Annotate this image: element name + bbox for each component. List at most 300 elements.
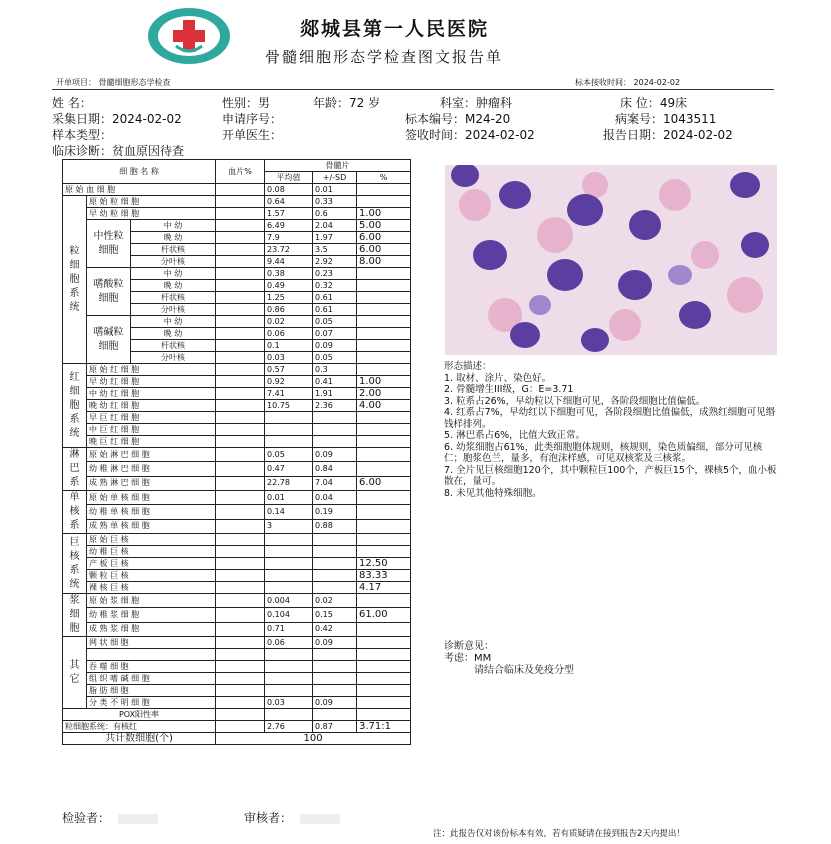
mean-value: 23.72 xyxy=(265,244,313,256)
sd-value: 0.05 xyxy=(313,316,357,328)
mean-value xyxy=(265,436,313,448)
cell-name: 中 幼 xyxy=(131,220,216,232)
cell-name: 原 始 巨 核 xyxy=(87,534,216,546)
table-row xyxy=(63,608,411,622)
mean-value: 7.9 xyxy=(265,232,313,244)
mean-value: 0.71 xyxy=(265,622,313,636)
blood-value xyxy=(216,328,265,340)
table-row xyxy=(63,364,411,376)
sd-value xyxy=(313,673,357,685)
sd-value xyxy=(313,412,357,424)
cell-name: 裸 核 巨 核 xyxy=(87,582,216,594)
morphology-description xyxy=(444,361,779,499)
footer-note: 注：此报告仅对该份标本有效，若有质疑请在接到报告2天内提出！ xyxy=(433,829,685,839)
blood-value xyxy=(216,505,265,519)
cell-name: 晚 幼 xyxy=(131,232,216,244)
sd-value: 0.09 xyxy=(313,448,357,462)
ratio-mean: 2.76 xyxy=(265,721,313,733)
sign-time: 签收时间：2024-02-02 xyxy=(405,128,535,142)
ratio-label: 粒细胞系统：有核红 xyxy=(63,721,216,733)
table-row xyxy=(63,436,411,448)
ratio-sd: 0.87 xyxy=(313,721,357,733)
table-row xyxy=(63,534,411,546)
sd-value xyxy=(313,424,357,436)
sd-value: 0.32 xyxy=(313,280,357,292)
pct-value xyxy=(357,436,411,448)
mean-value xyxy=(265,649,313,661)
total-label: 共计数细胞(个) xyxy=(63,733,216,745)
pct-value: 6.00 xyxy=(357,244,411,256)
pct-value xyxy=(357,637,411,649)
table-row xyxy=(63,519,411,533)
group-monocyte: 单核系 xyxy=(63,491,87,534)
cell-name: 原 始 淋 巴 细 胞 xyxy=(87,448,216,462)
cell-name: 中 幼 xyxy=(131,268,216,280)
pct-value xyxy=(357,519,411,533)
mean-value: 0.47 xyxy=(265,462,313,476)
table-row xyxy=(63,184,411,196)
sd-value: 0.01 xyxy=(313,184,357,196)
mean-value xyxy=(265,570,313,582)
cell-name: 早 巨 红 细 胞 xyxy=(87,412,216,424)
sd-value: 0.23 xyxy=(313,268,357,280)
blood-value xyxy=(216,208,265,220)
blood-value xyxy=(216,400,265,412)
diagnosis-line: 请结合临床及免疫分型 xyxy=(474,665,574,676)
mean-value xyxy=(265,546,313,558)
description-title: 形态描述： xyxy=(444,361,492,372)
mean-value: 1.25 xyxy=(265,292,313,304)
request-number: 申请序号： xyxy=(222,112,283,126)
sd-value xyxy=(313,582,357,594)
sd-value xyxy=(313,661,357,673)
collect-date: 采集日期：2024-02-02 xyxy=(52,112,182,126)
sd-value: 0.07 xyxy=(313,328,357,340)
pct-value xyxy=(357,505,411,519)
pct-value xyxy=(357,292,411,304)
inspector-label: 检验者： xyxy=(62,811,111,825)
pct-value: 4.17 xyxy=(357,582,411,594)
table-row xyxy=(63,685,411,697)
table-row xyxy=(63,376,411,388)
group-basophil: 嗜碱粒细胞 xyxy=(87,316,131,364)
cell-name: 原 始 粒 细 胞 xyxy=(87,196,216,208)
sd-value: 0.19 xyxy=(313,505,357,519)
sd-value: 0.15 xyxy=(313,608,357,622)
cell-name xyxy=(87,649,216,661)
blood-value xyxy=(216,697,265,709)
blood-value xyxy=(216,558,265,570)
sd-value: 2.04 xyxy=(313,220,357,232)
blood-value xyxy=(216,685,265,697)
cell-name: 杆状核 xyxy=(131,292,216,304)
pct-value xyxy=(357,661,411,673)
mean-value: 22.78 xyxy=(265,476,313,490)
header-pct: % xyxy=(357,172,411,184)
table-row xyxy=(63,697,411,709)
blood-value xyxy=(216,304,265,316)
table-row xyxy=(63,558,411,570)
signature-blur xyxy=(300,814,340,824)
sd-value: 0.84 xyxy=(313,462,357,476)
pct-value xyxy=(357,622,411,636)
sd-value: 7.04 xyxy=(313,476,357,490)
sd-value: 0.41 xyxy=(313,376,357,388)
cell-name: 原 始 红 细 胞 xyxy=(87,364,216,376)
sd-value: 2.36 xyxy=(313,400,357,412)
report-date: 报告日期：2024-02-02 xyxy=(603,128,733,142)
blood-value xyxy=(216,220,265,232)
blood-value xyxy=(216,582,265,594)
pct-value: 8.00 xyxy=(357,256,411,268)
mean-value: 0.03 xyxy=(265,697,313,709)
pct-value xyxy=(357,649,411,661)
sd-value: 0.61 xyxy=(313,304,357,316)
pct-value xyxy=(357,491,411,505)
pct-value xyxy=(357,328,411,340)
mean-value: 7.41 xyxy=(265,388,313,400)
pct-value xyxy=(357,546,411,558)
pct-value xyxy=(357,448,411,462)
bone-marrow-table xyxy=(62,159,411,745)
table-row xyxy=(63,546,411,558)
mean-value: 0.64 xyxy=(265,196,313,208)
sd-value xyxy=(313,649,357,661)
table-row xyxy=(63,505,411,519)
mean-value xyxy=(265,558,313,570)
cell-name: 幼 稚 巨 核 xyxy=(87,546,216,558)
blood-value xyxy=(216,622,265,636)
group-erythroid: 红细胞系统 xyxy=(63,364,87,448)
pct-value xyxy=(357,673,411,685)
sd-value: 0.05 xyxy=(313,352,357,364)
cell-name: 晚 幼 xyxy=(131,280,216,292)
table-row xyxy=(63,196,411,208)
sd-value: 1.91 xyxy=(313,388,357,400)
mean-value: 0.104 xyxy=(265,608,313,622)
cell-name: 脂 肪 细 胞 xyxy=(87,685,216,697)
mean-value xyxy=(265,534,313,546)
sd-value: 0.88 xyxy=(313,519,357,533)
blood-value xyxy=(216,448,265,462)
pct-value xyxy=(357,685,411,697)
description-line: 3. 粒系占26%，早幼粒以下细胞可见，各阶段细胞比值偏低。 xyxy=(444,395,706,407)
sd-value xyxy=(313,546,357,558)
pct-value: 1.00 xyxy=(357,208,411,220)
sd-value: 0.3 xyxy=(313,364,357,376)
reviewer-label: 审核者： xyxy=(244,811,293,825)
table-row xyxy=(63,491,411,505)
blood-value xyxy=(216,436,265,448)
table-row xyxy=(63,594,411,608)
pct-value xyxy=(357,424,411,436)
mean-value xyxy=(265,685,313,697)
pct-value xyxy=(357,196,411,208)
inspector xyxy=(62,809,158,826)
total-value: 100 xyxy=(216,733,411,745)
cell-name: 成 熟 单 核 细 胞 xyxy=(87,519,216,533)
cell-name: 杆状核 xyxy=(131,244,216,256)
description-line: 8. 未见其他特殊细胞。 xyxy=(444,487,542,499)
blood-value xyxy=(216,608,265,622)
mean-value xyxy=(265,673,313,685)
blood-value xyxy=(216,412,265,424)
table-row xyxy=(63,582,411,594)
table-row xyxy=(63,649,411,661)
blood-value xyxy=(216,352,265,364)
table-row xyxy=(63,448,411,462)
pct-value xyxy=(357,364,411,376)
mean-value: 1.57 xyxy=(265,208,313,220)
mean-value: 0.49 xyxy=(265,280,313,292)
sd-value: 0.42 xyxy=(313,622,357,636)
pct-value: 12.50 xyxy=(357,558,411,570)
cell-name: 分叶核 xyxy=(131,256,216,268)
sd-value: 2.92 xyxy=(313,256,357,268)
mean-value: 0.02 xyxy=(265,316,313,328)
cell-name: 早 幼 红 细 胞 xyxy=(87,376,216,388)
ratio-pct: 3.71:1 xyxy=(357,721,411,733)
case-number: 病案号：1043511 xyxy=(615,112,717,126)
blood-value xyxy=(216,594,265,608)
sd-value: 0.09 xyxy=(313,340,357,352)
blood-value xyxy=(216,462,265,476)
micrograph-image xyxy=(445,165,777,355)
mean-value: 0.38 xyxy=(265,268,313,280)
diagnosis-line: 考虑：MM xyxy=(444,653,492,664)
pct-value xyxy=(357,340,411,352)
signature-blur xyxy=(118,814,158,824)
report-title: 骨髓细胞形态学检查图文报告单 xyxy=(265,48,504,66)
patient-age: 年龄：72 岁 xyxy=(313,96,381,110)
blood-value xyxy=(216,388,265,400)
sd-value: 0.02 xyxy=(313,594,357,608)
cell-name: 幼 稚 浆 细 胞 xyxy=(87,608,216,622)
hospital-logo xyxy=(146,6,232,66)
diagnosis-section xyxy=(444,641,574,677)
cell-name: 分叶核 xyxy=(131,352,216,364)
header-sd: +/-SD xyxy=(313,172,357,184)
sd-value: 0.61 xyxy=(313,292,357,304)
table-row xyxy=(63,570,411,582)
table-row xyxy=(63,412,411,424)
cell-name: 晚 巨 红 细 胞 xyxy=(87,436,216,448)
mean-value: 0.57 xyxy=(265,364,313,376)
cell-name: 颗 粒 巨 核 xyxy=(87,570,216,582)
blood-value xyxy=(216,184,265,196)
cell-name: 杆状核 xyxy=(131,340,216,352)
blood-value xyxy=(216,232,265,244)
table-row xyxy=(63,476,411,490)
mean-value: 0.14 xyxy=(265,505,313,519)
table-row xyxy=(63,220,411,232)
blood-value xyxy=(216,491,265,505)
pct-value xyxy=(357,697,411,709)
blood-value xyxy=(216,280,265,292)
cell-name: 晚 幼 红 细 胞 xyxy=(87,400,216,412)
pct-value: 61.00 xyxy=(357,608,411,622)
pct-value: 2.00 xyxy=(357,388,411,400)
pct-value xyxy=(357,280,411,292)
table-row xyxy=(63,424,411,436)
patient-name: 姓 名： xyxy=(52,96,92,110)
sample-received-time: 标本接收时间： 2024-02-02 xyxy=(575,78,681,87)
sd-value: 3.5 xyxy=(313,244,357,256)
mean-value xyxy=(265,412,313,424)
mean-value xyxy=(265,424,313,436)
pct-value xyxy=(357,268,411,280)
description-line: 7. 全片见巨核细胞120个，其中颗粒巨100个，产板巨15个，裸核5个，血小板散在，量可。 xyxy=(444,464,777,487)
sd-value: 1.97 xyxy=(313,232,357,244)
blood-value xyxy=(216,364,265,376)
blood-value xyxy=(216,637,265,649)
mean-value: 0.01 xyxy=(265,491,313,505)
pct-value xyxy=(357,594,411,608)
table-row xyxy=(63,268,411,280)
blood-value xyxy=(216,661,265,673)
group-megakaryocyte: 巨核系统 xyxy=(63,534,87,594)
cell-name: 原 始 浆 细 胞 xyxy=(87,594,216,608)
sd-value: 0.09 xyxy=(313,637,357,649)
mean-value: 0.004 xyxy=(265,594,313,608)
sd-value xyxy=(313,436,357,448)
blood-value xyxy=(216,292,265,304)
blood-value xyxy=(216,534,265,546)
blood-value xyxy=(216,268,265,280)
mean-value xyxy=(265,661,313,673)
pct-value: 4.00 xyxy=(357,400,411,412)
pct-value xyxy=(357,184,411,196)
pct-value: 5.00 xyxy=(357,220,411,232)
mean-value: 0.92 xyxy=(265,376,313,388)
cell-name: 中 幼 红 细 胞 xyxy=(87,388,216,400)
hospital-name: 郯城县第一人民医院 xyxy=(300,18,490,40)
group-granulocyte: 粒细胞系统 xyxy=(63,196,87,364)
pox-label: POX阳性率 xyxy=(63,709,216,721)
cell-name: 早 幼 粒 细 胞 xyxy=(87,208,216,220)
blood-value xyxy=(216,340,265,352)
table-row xyxy=(63,637,411,649)
pct-value xyxy=(357,412,411,424)
pct-value xyxy=(357,304,411,316)
blood-value xyxy=(216,316,265,328)
sd-value xyxy=(313,534,357,546)
ordering-doctor: 开单医生： xyxy=(222,128,283,142)
mean-value: 0.05 xyxy=(265,448,313,462)
group-other: 其它 xyxy=(63,637,87,709)
order-project: 开单项目： 骨髓细胞形态学检查 xyxy=(56,78,171,87)
description-line: 6. 幼浆细胞占61%，此类细胞胞体规则，核规则，染色质偏细，部分可见核仁；胞浆色兰，量多，有泡沫样感，可见双核浆及三核浆。 xyxy=(444,441,763,464)
mean-value: 6.49 xyxy=(265,220,313,232)
mean-value: 9.44 xyxy=(265,256,313,268)
pct-value: 83.33 xyxy=(357,570,411,582)
table-row xyxy=(63,622,411,636)
cell-name: 分叶核 xyxy=(131,304,216,316)
sample-type: 样本类型： xyxy=(52,128,113,142)
department: 科室：肿瘤科 xyxy=(440,96,513,110)
blood-value xyxy=(216,244,265,256)
pct-value xyxy=(357,316,411,328)
cell-name: 原 始 血 细 胞 xyxy=(63,184,216,196)
blood-value xyxy=(216,476,265,490)
cell-name: 中 巨 红 细 胞 xyxy=(87,424,216,436)
reviewer xyxy=(244,809,340,826)
bed-number: 床 位：49床 xyxy=(620,96,688,110)
group-neutrophil: 中性粒细胞 xyxy=(87,220,131,268)
header-mean: 平均值 xyxy=(265,172,313,184)
mean-value: 0.03 xyxy=(265,352,313,364)
mean-value: 0.86 xyxy=(265,304,313,316)
sd-value: 0.33 xyxy=(313,196,357,208)
table-row xyxy=(63,388,411,400)
cell-name: 吞 噬 细 胞 xyxy=(87,661,216,673)
cell-name: 幼 稚 单 核 细 胞 xyxy=(87,505,216,519)
group-plasma: 浆细胞 xyxy=(63,594,87,637)
sd-value: 0.04 xyxy=(313,491,357,505)
sd-value xyxy=(313,685,357,697)
pct-value: 6.00 xyxy=(357,232,411,244)
clinical-diagnosis: 临床诊断：贫血原因待查 xyxy=(52,144,185,158)
cell-name: 分 类 不 明 细 胞 xyxy=(87,697,216,709)
specimen-number: 标本编号：M24-20 xyxy=(405,112,511,126)
table-row xyxy=(63,208,411,220)
sd-value xyxy=(313,570,357,582)
pct-value: 6.00 xyxy=(357,476,411,490)
description-line: 2. 骨髓增生III级，G：E=3.71 xyxy=(444,384,574,395)
blood-value xyxy=(216,546,265,558)
mean-value: 3 xyxy=(265,519,313,533)
pct-value xyxy=(357,352,411,364)
pct-value: 1.00 xyxy=(357,376,411,388)
blood-value xyxy=(216,424,265,436)
sd-value xyxy=(313,558,357,570)
sd-value: 0.6 xyxy=(313,208,357,220)
description-line: 1. 取材、涂片、染色好。 xyxy=(444,372,552,384)
mean-value: 10.75 xyxy=(265,400,313,412)
mean-value xyxy=(265,582,313,594)
blood-value xyxy=(216,196,265,208)
mean-value: 0.06 xyxy=(265,637,313,649)
blood-value xyxy=(216,649,265,661)
blood-value xyxy=(216,570,265,582)
blood-value xyxy=(216,256,265,268)
table-row xyxy=(63,462,411,476)
cell-name: 原 始 单 核 细 胞 xyxy=(87,491,216,505)
cell-name: 晚 幼 xyxy=(131,328,216,340)
cell-name: 成 熟 淋 巴 细 胞 xyxy=(87,476,216,490)
cell-name: 成 熟 浆 细 胞 xyxy=(87,622,216,636)
table-row xyxy=(63,400,411,412)
header-blood: 血片% xyxy=(216,160,265,184)
cell-name: 幼 稚 淋 巴 细 胞 xyxy=(87,462,216,476)
cell-name: 网 状 细 胞 xyxy=(87,637,216,649)
blood-value xyxy=(216,519,265,533)
blood-value xyxy=(216,673,265,685)
cell-name: 中 幼 xyxy=(131,316,216,328)
description-line: 5. 淋巴系占6%，比值大致正常。 xyxy=(444,430,586,441)
pct-value xyxy=(357,462,411,476)
group-lymphoid: 淋巴系 xyxy=(63,448,87,491)
cell-name: 产 板 巨 核 xyxy=(87,558,216,570)
mean-value: 0.1 xyxy=(265,340,313,352)
diagnosis-title: 诊断意见： xyxy=(444,641,494,652)
mean-value: 0.06 xyxy=(265,328,313,340)
cell-name: 组 织 嗜 碱 细 胞 xyxy=(87,673,216,685)
patient-gender: 性别：男 xyxy=(222,96,271,110)
table-row xyxy=(63,316,411,328)
description-line: 4. 红系占7%，早幼红以下细胞可见，各阶段细胞比值偏低，成熟红细胞可见缗钱样排列。 xyxy=(444,407,776,430)
pct-value xyxy=(357,534,411,546)
